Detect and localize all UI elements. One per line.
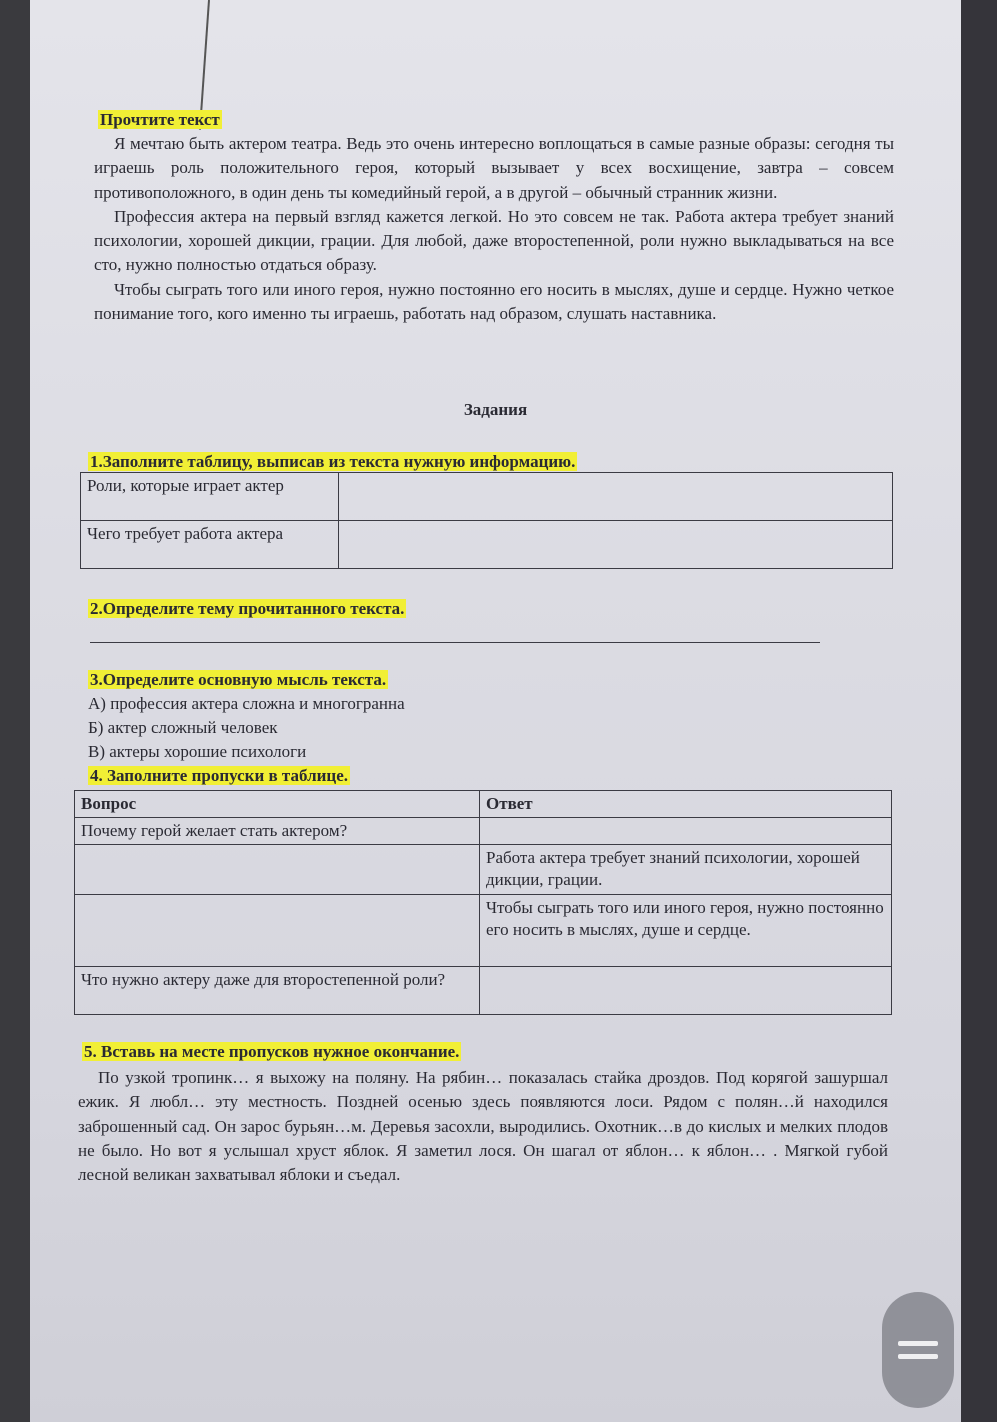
- intro-paragraph-1: Я мечтаю быть актером театра. Ведь это очень интересно воплощаться в самые разные образы: сегодня ты играешь роль положительного героя, который вызывает у всех восхищение, завтра – совсем противоположного, в один день ты комедийный герой, а в другой – обычный странник жизни.: [94, 134, 894, 202]
- task1-answer-roles[interactable]: [339, 473, 893, 521]
- task2-answer-line[interactable]: [90, 642, 820, 643]
- task5-heading: 5. Вставь на месте пропусков нужное окончание.: [84, 1042, 460, 1061]
- photo-background-right: [961, 0, 997, 1422]
- task1-table: [80, 472, 893, 569]
- task4-table: [74, 790, 892, 1015]
- task4-answer-2: Работа актера требует знаний психологии, хорошей дикции, грации.: [480, 845, 892, 895]
- task4-answer-4[interactable]: [480, 967, 892, 1015]
- task3-option-c[interactable]: В) актеры хорошие психологи: [88, 742, 307, 761]
- task4-question-1: Почему герой желает стать актером?: [75, 818, 480, 845]
- intro-paragraph-2: Профессия актера на первый взгляд кажется легкой. Но это совсем не так. Работа актера требует знаний психологии, хорошей дикции, грации. Для любой, даже второстепенной, роли нужно выкладываться на все сто, нужно полностью отдаться образу.: [94, 206, 894, 275]
- task3-heading: 3.Определите основную мысль текста.: [90, 670, 387, 689]
- worksheet-page: [30, 0, 961, 1422]
- table-row: [75, 818, 892, 845]
- column-header-answer: Ответ: [480, 791, 892, 818]
- tasks-heading: Задания: [463, 400, 528, 419]
- task1-label-requirements: Чего требует работа актера: [81, 521, 339, 569]
- task4-question-2[interactable]: [75, 845, 480, 895]
- table-row: [75, 895, 892, 967]
- task1-heading: 1.Заполните таблицу, выписав из текста нужную информацию.: [90, 452, 576, 471]
- column-header-question: Вопрос: [75, 791, 480, 818]
- intro-text: [94, 132, 894, 326]
- table-row: [81, 521, 893, 569]
- task4-question-3[interactable]: [75, 895, 480, 967]
- hamburger-icon: [898, 1341, 938, 1346]
- task4-question-4: Что нужно актеру даже для второстепенной роли?: [75, 967, 480, 1015]
- photo-background-left: [0, 0, 30, 1422]
- task4-heading: 4. Заполните пропуски в таблице.: [90, 766, 348, 785]
- task4-answer-1[interactable]: [480, 818, 892, 845]
- table-row: [81, 473, 893, 521]
- hamburger-icon-line: [898, 1354, 938, 1359]
- task4-answer-3: Чтобы сыграть того или иного героя, нужно постоянно его носить в мыслях, душе и сердце.: [480, 895, 892, 967]
- task2-heading: 2.Определите тему прочитанного текста.: [90, 599, 405, 618]
- page-title: Прочтите текст: [100, 110, 220, 129]
- menu-button[interactable]: [882, 1292, 954, 1408]
- task1-answer-requirements[interactable]: [339, 521, 893, 569]
- task3-option-a[interactable]: А) профессия актера сложна и многогранна: [88, 694, 405, 713]
- table-row: [75, 967, 892, 1015]
- table-row: [75, 845, 892, 895]
- task5-text-block: [78, 1066, 888, 1187]
- task1-label-roles: Роли, которые играет актер: [81, 473, 339, 521]
- table-header-row: [75, 791, 892, 818]
- task5-text: По узкой тропинк… я выхожу на поляну. На рябин… показалась стайка дроздов. Под корягой зашуршал ежик. Я любл… эту местность. Поздней осенью здесь появляются лоси. Рядом с полян…й находился заброшенный сад. Он зарос бурьян…м. Деревья засохли, выродились. Охотник…в до кислых и мелких плодов не было. Но вот я услышал хруст яблок. Я заметил лося. Он шагал от яблон… к яблон… . Мягкой губой лесной великан захватывал яблоки и съедал.: [78, 1068, 888, 1185]
- intro-paragraph-3: Чтобы сыграть того или иного героя, нужно постоянно его носить в мыслях, душе и сердце. Нужно четкое понимание того, кого именно ты играешь, работать над образом, слушать наставника.: [94, 279, 894, 324]
- task3-option-b[interactable]: Б) актер сложный человек: [88, 718, 278, 737]
